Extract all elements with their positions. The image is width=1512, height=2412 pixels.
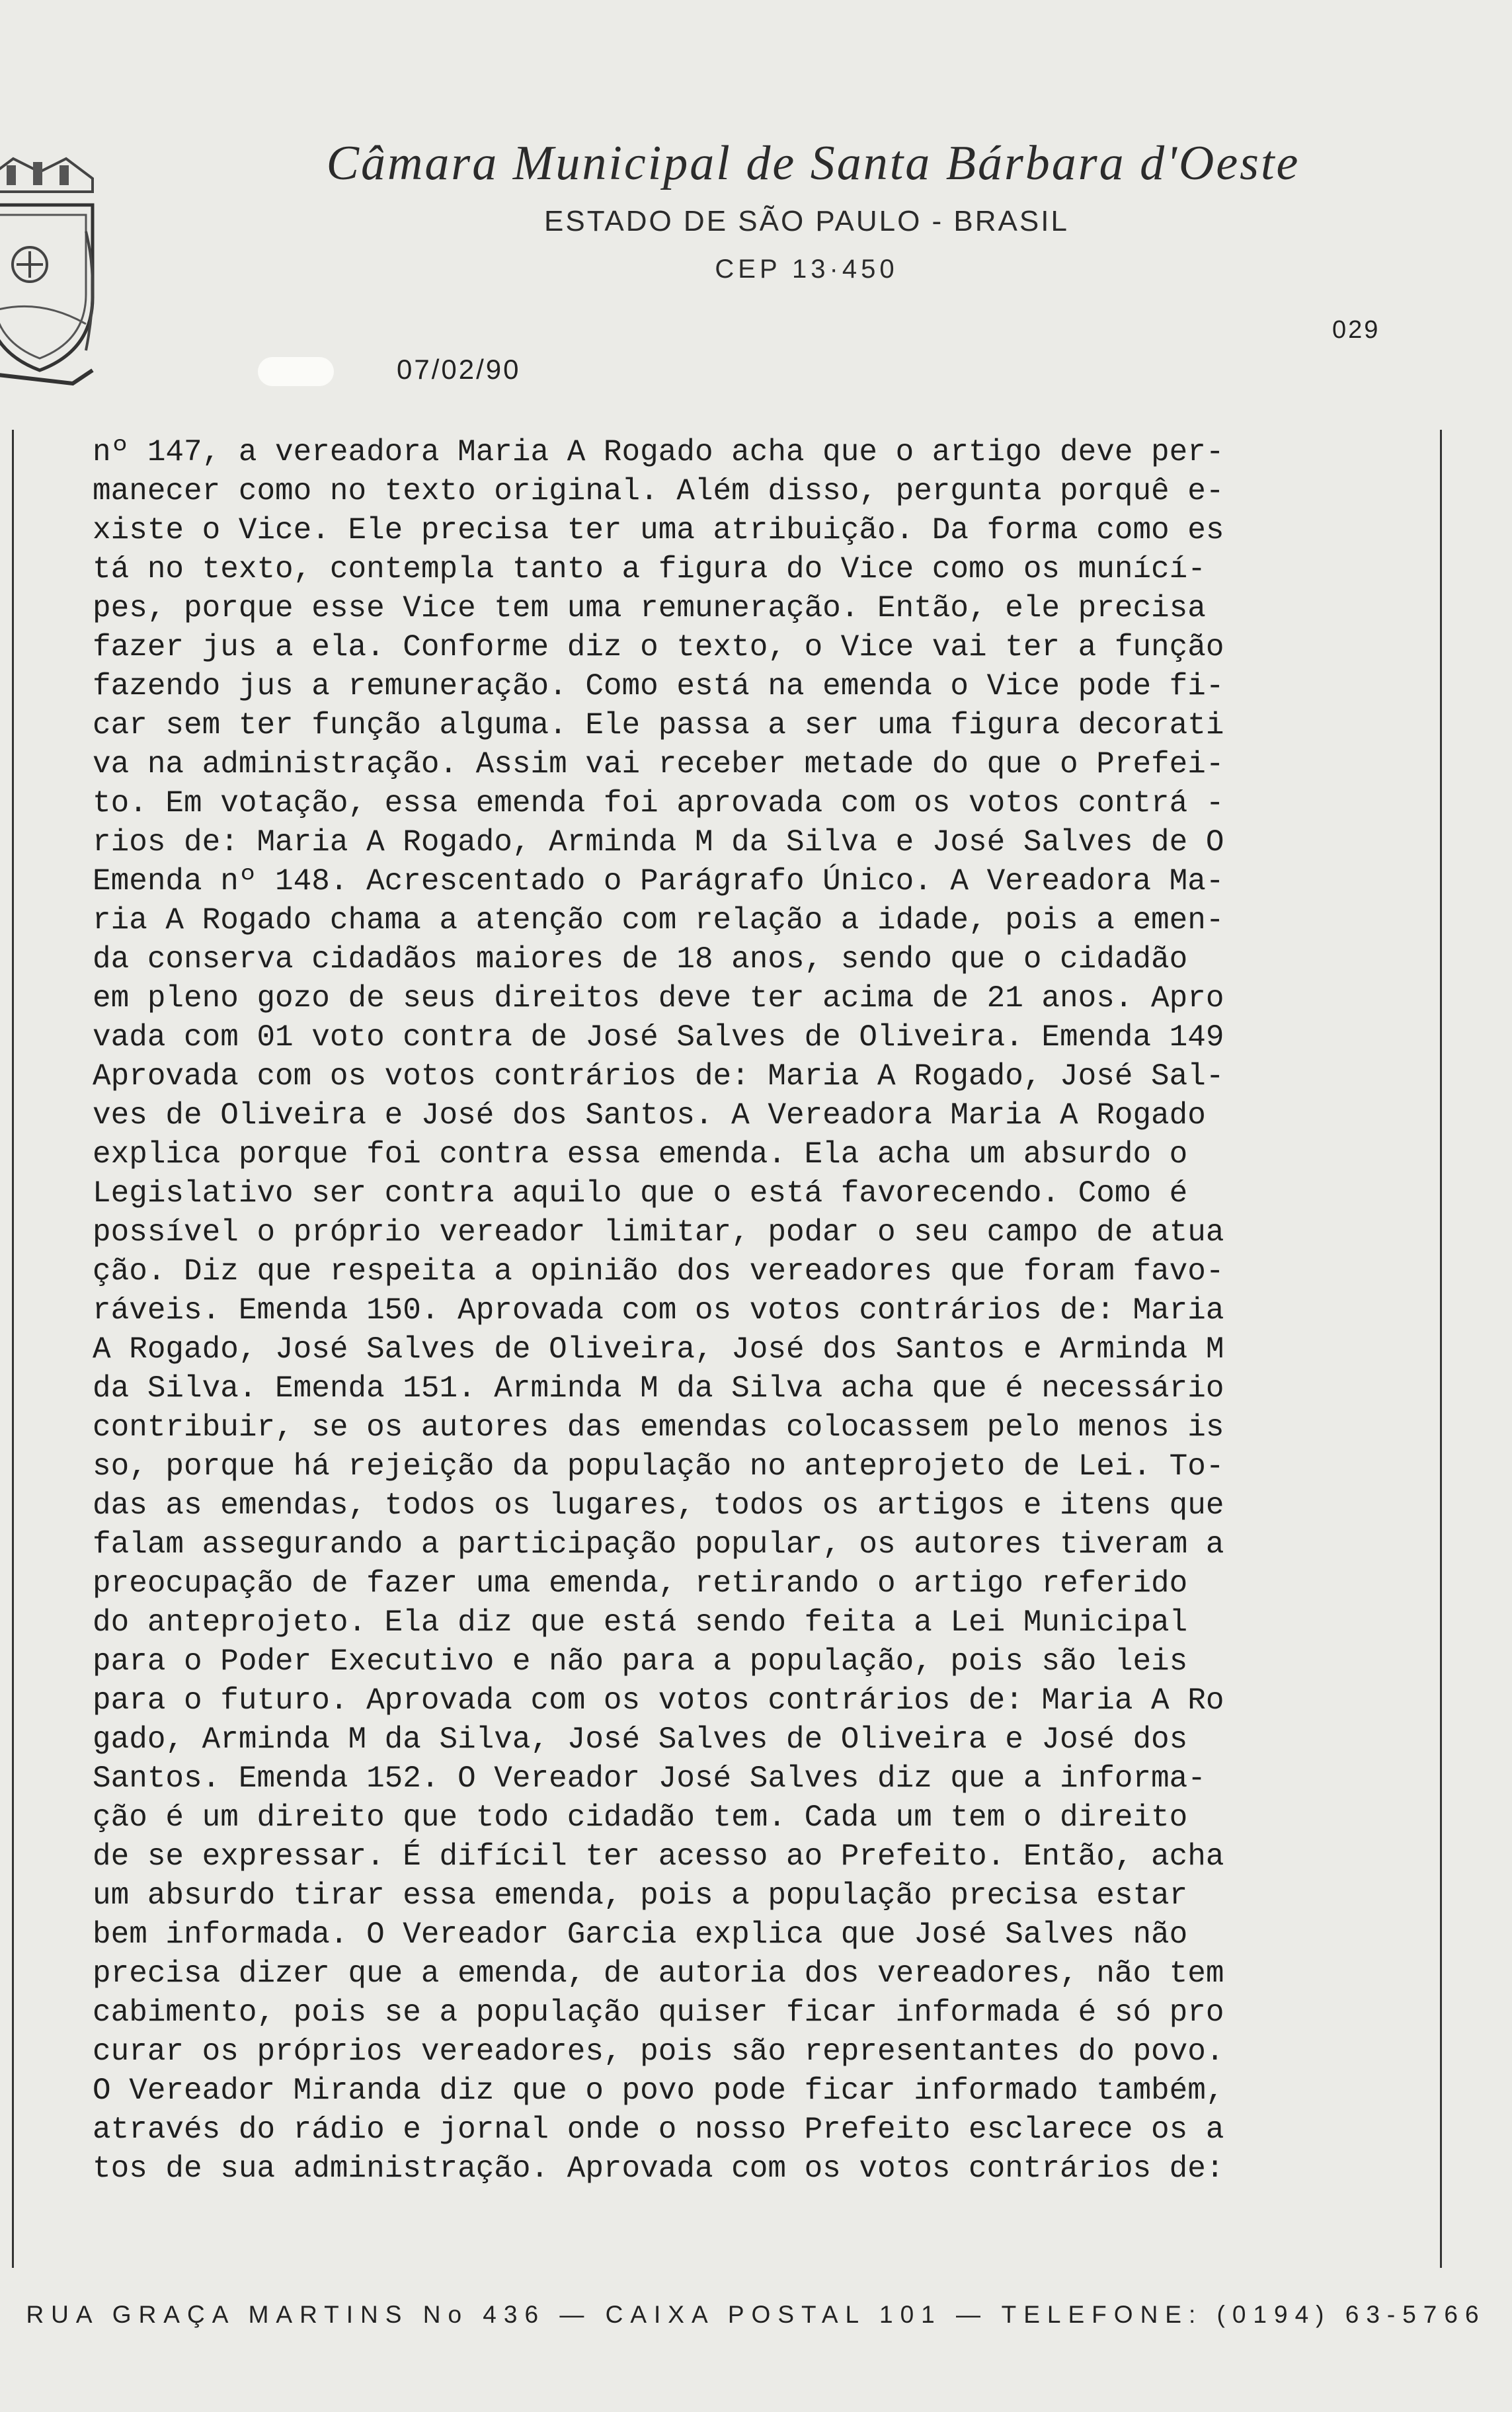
text-line: fazendo jus a remuneração. Como está na emenda o Vice pode fi- <box>93 669 1224 704</box>
text-line: falam assegurando a participação popular, os autores tiveram a <box>93 1527 1224 1562</box>
text-line: O Vereador Miranda diz que o povo pode ficar informado também, <box>93 2073 1224 2108</box>
text-line: contribuir, se os autores das emendas colocassem pelo menos is <box>93 1410 1224 1445</box>
text-line: va na administração. Assim vai receber metade do que o Prefei- <box>93 747 1224 782</box>
text-line: ráveis. Emenda 150. Aprovada com os votos contrários de: Maria <box>93 1293 1224 1328</box>
text-line: um absurdo tirar essa emenda, pois a população precisa estar <box>93 1878 1188 1913</box>
text-line: Emenda nº 148. Acrescentado o Parágrafo Único. A Vereadora Ma- <box>93 864 1224 899</box>
text-line: da Silva. Emenda 151. Arminda M da Silva acha que é necessário <box>93 1371 1224 1406</box>
right-margin-rule <box>1440 430 1442 2268</box>
text-line: do anteprojeto. Ela diz que está sendo feita a Lei Municipal <box>93 1605 1188 1640</box>
municipal-coat-of-arms-icon <box>0 152 99 390</box>
text-line: bem informada. O Vereador Garcia explica que José Salves não <box>93 1917 1188 1952</box>
left-margin-rule <box>12 430 14 2268</box>
text-line: para o futuro. Aprovada com os votos contrários de: Maria A Ro <box>93 1683 1224 1718</box>
text-line: nº 147, a vereadora Maria A Rogado acha que o artigo deve per- <box>93 435 1224 469</box>
letterhead-cep: CEP 13·450 <box>715 255 898 284</box>
letterhead-title: Câmara Municipal de Santa Bárbara d'Oeste <box>326 136 1300 190</box>
text-line: ção. Diz que respeita a opinião dos vereadores que foram favo- <box>93 1254 1224 1289</box>
text-line: tos de sua administração. Aprovada com os votos contrários de: <box>93 2151 1224 2186</box>
text-line: ção é um direito que todo cidadão tem. Cada um tem o direito <box>93 1800 1188 1835</box>
text-line: to. Em votação, essa emenda foi aprovada com os votos contrá - <box>93 786 1224 821</box>
letterhead-subtitle: ESTADO DE SÃO PAULO - BRASIL <box>544 205 1069 237</box>
text-line: tá no texto, contempla tanto a figura do Vice como os munící- <box>93 552 1206 586</box>
text-line: fazer jus a ela. Conforme diz o texto, o Vice vai ter a função <box>93 630 1224 664</box>
text-line: através do rádio e jornal onde o nosso Prefeito esclarece os a <box>93 2112 1224 2147</box>
text-line: em pleno gozo de seus direitos deve ter acima de 21 anos. Apro <box>93 981 1224 1016</box>
text-line: Santos. Emenda 152. O Vereador José Salves diz que a informa- <box>93 1761 1206 1796</box>
text-line: precisa dizer que a emenda, de autoria dos vereadores, não tem <box>93 1956 1224 1991</box>
text-line: manecer como no texto original. Além disso, pergunta porquê e- <box>93 474 1224 508</box>
text-line: pes, porque esse Vice tem uma remuneração. Então, ele precisa <box>93 591 1206 625</box>
text-line: xiste o Vice. Ele precisa ter uma atribuição. Da forma como es <box>93 513 1224 547</box>
text-line: Aprovada com os votos contrários de: Maria A Rogado, José Sal- <box>93 1059 1224 1094</box>
text-line: cabimento, pois se a população quiser ficar informada é só pro <box>93 1995 1224 2030</box>
text-line: curar os próprios vereadores, pois são representantes do povo. <box>93 2034 1224 2069</box>
text-line: car sem ter função alguma. Ele passa a ser uma figura decorati <box>93 708 1224 743</box>
text-line: A Rogado, José Salves de Oliveira, José dos Santos e Arminda M <box>93 1332 1224 1367</box>
text-line: vada com 01 voto contra de José Salves de Oliveira. Emenda 149 <box>93 1020 1224 1055</box>
text-line: ria A Rogado chama a atenção com relação a idade, pois a emen- <box>93 903 1224 938</box>
text-line: gado, Arminda M da Silva, José Salves de Oliveira e José dos <box>93 1722 1188 1757</box>
text-line: de se expressar. É difícil ter acesso ao Prefeito. Então, acha <box>93 1839 1224 1874</box>
text-line: preocupação de fazer uma emenda, retirando o artigo referido <box>93 1566 1188 1601</box>
text-line: explica porque foi contra essa emenda. Ela acha um absurdo o <box>93 1137 1188 1172</box>
text-line: ves de Oliveira e José dos Santos. A Vereadora Maria A Rogado <box>93 1098 1206 1133</box>
text-line: rios de: Maria A Rogado, Arminda M da Silva e José Salves de O <box>93 825 1224 860</box>
text-line: para o Poder Executivo e não para a população, pois são leis <box>93 1644 1188 1679</box>
correction-blot <box>258 357 334 386</box>
document-date: 07/02/90 <box>397 354 521 385</box>
footer-address: RUA GRAÇA MARTINS No 436 — CAIXA POSTAL 101 — TELEFONE: (0194) 63-5766 <box>26 2301 1486 2328</box>
text-line: das as emendas, todos os lugares, todos os artigos e itens que <box>93 1488 1224 1523</box>
text-line: da conserva cidadãos maiores de 18 anos, sendo que o cidadão <box>93 942 1188 977</box>
minutes-body-text <box>93 433 1349 2189</box>
text-line: possível o próprio vereador limitar, podar o seu campo de atua <box>93 1215 1224 1250</box>
page-number: 029 <box>1332 316 1380 344</box>
text-line: so, porque há rejeição da população no anteprojeto de Lei. To- <box>93 1449 1224 1484</box>
text-line: Legislativo ser contra aquilo que o está favorecendo. Como é <box>93 1176 1188 1211</box>
